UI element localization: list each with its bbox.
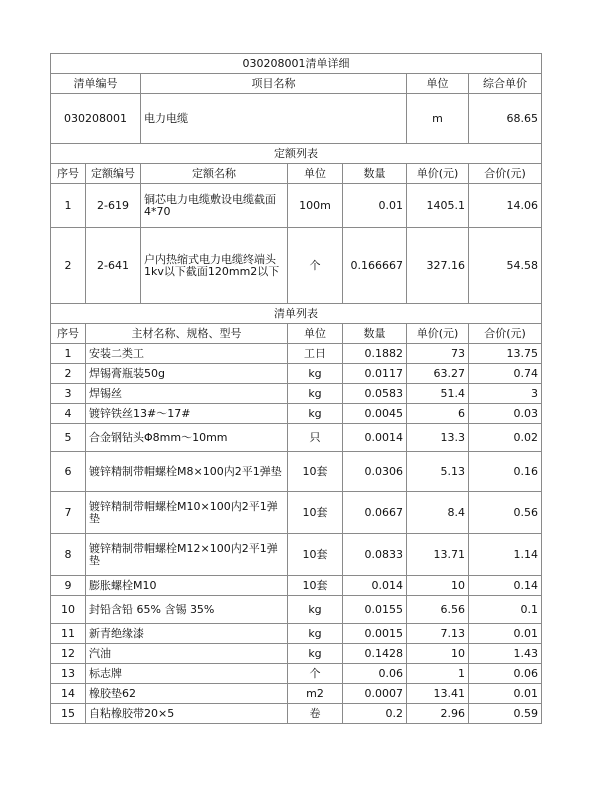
material-name: 橡胶垫62 <box>86 684 288 704</box>
material-name: 合金钢钻头Φ8mm～10mm <box>86 424 288 452</box>
material-price: 63.27 <box>407 364 469 384</box>
material-row <box>51 364 542 384</box>
material-header-row <box>51 324 542 344</box>
bill-unit: m <box>407 94 469 144</box>
material-row <box>51 404 542 424</box>
material-unit: kg <box>288 624 343 644</box>
material-seq: 7 <box>51 492 86 534</box>
material-row <box>51 384 542 404</box>
header-item-name: 项目名称 <box>141 74 407 94</box>
material-header-total: 合价(元) <box>469 324 542 344</box>
material-name: 镀锌精制带帽螺栓M8×100内2平1弹垫 <box>86 452 288 492</box>
material-price: 6.56 <box>407 596 469 624</box>
material-seq: 2 <box>51 364 86 384</box>
material-section-title: 清单列表 <box>51 304 542 324</box>
quota-header-price: 单价(元) <box>407 164 469 184</box>
material-unit: 工日 <box>288 344 343 364</box>
quota-seq: 2 <box>51 228 86 304</box>
material-qty: 0.06 <box>343 664 407 684</box>
material-unit: kg <box>288 596 343 624</box>
quota-code: 2-641 <box>86 228 141 304</box>
quota-header-total: 合价(元) <box>469 164 542 184</box>
material-total: 0.59 <box>469 704 542 724</box>
material-row <box>51 534 542 576</box>
material-unit: kg <box>288 644 343 664</box>
material-unit: kg <box>288 364 343 384</box>
material-name: 焊锡膏瓶装50g <box>86 364 288 384</box>
material-total: 3 <box>469 384 542 404</box>
material-seq: 13 <box>51 664 86 684</box>
material-row <box>51 452 542 492</box>
quota-header-row <box>51 164 542 184</box>
material-seq: 15 <box>51 704 86 724</box>
material-total: 0.56 <box>469 492 542 534</box>
quota-row <box>51 184 542 228</box>
material-header-qty: 数量 <box>343 324 407 344</box>
material-price: 6 <box>407 404 469 424</box>
bill-row <box>51 94 542 144</box>
material-total: 13.75 <box>469 344 542 364</box>
quota-unit: 100m <box>288 184 343 228</box>
quota-total: 14.06 <box>469 184 542 228</box>
material-seq: 12 <box>51 644 86 664</box>
material-price: 5.13 <box>407 452 469 492</box>
material-price: 8.4 <box>407 492 469 534</box>
material-name: 膨胀螺栓M10 <box>86 576 288 596</box>
material-seq: 8 <box>51 534 86 576</box>
material-total: 0.01 <box>469 684 542 704</box>
quota-seq: 1 <box>51 184 86 228</box>
material-unit: 10套 <box>288 534 343 576</box>
material-total: 0.06 <box>469 664 542 684</box>
bill-price: 68.65 <box>469 94 542 144</box>
material-row <box>51 684 542 704</box>
quota-qty: 0.01 <box>343 184 407 228</box>
material-price: 73 <box>407 344 469 364</box>
material-unit: kg <box>288 404 343 424</box>
material-unit: 10套 <box>288 452 343 492</box>
material-seq: 9 <box>51 576 86 596</box>
material-qty: 0.0833 <box>343 534 407 576</box>
material-total: 0.14 <box>469 576 542 596</box>
material-total: 0.1 <box>469 596 542 624</box>
material-unit: 个 <box>288 664 343 684</box>
material-name: 新青绝缘漆 <box>86 624 288 644</box>
material-price: 13.71 <box>407 534 469 576</box>
material-row <box>51 664 542 684</box>
material-row <box>51 624 542 644</box>
bill-code: 030208001 <box>51 94 141 144</box>
material-total: 1.14 <box>469 534 542 576</box>
bill-header-row <box>51 74 542 94</box>
material-unit: 卷 <box>288 704 343 724</box>
material-row <box>51 644 542 664</box>
material-name: 镀锌铁丝13#～17# <box>86 404 288 424</box>
quota-code: 2-619 <box>86 184 141 228</box>
material-total: 0.02 <box>469 424 542 452</box>
material-qty: 0.2 <box>343 704 407 724</box>
bill-name: 电力电缆 <box>141 94 407 144</box>
quota-header-unit: 单位 <box>288 164 343 184</box>
material-list <box>51 344 542 724</box>
material-name: 焊锡丝 <box>86 384 288 404</box>
material-name: 安装二类工 <box>86 344 288 364</box>
material-price: 1 <box>407 664 469 684</box>
material-seq: 14 <box>51 684 86 704</box>
material-row <box>51 492 542 534</box>
material-seq: 6 <box>51 452 86 492</box>
material-qty: 0.0015 <box>343 624 407 644</box>
material-price: 13.3 <box>407 424 469 452</box>
quota-header-name: 定额名称 <box>141 164 288 184</box>
material-qty: 0.1428 <box>343 644 407 664</box>
quota-price: 327.16 <box>407 228 469 304</box>
material-unit: 10套 <box>288 492 343 534</box>
material-unit: m2 <box>288 684 343 704</box>
material-qty: 0.0667 <box>343 492 407 534</box>
material-total: 1.43 <box>469 644 542 664</box>
material-qty: 0.0014 <box>343 424 407 452</box>
header-bill-code: 清单编号 <box>51 74 141 94</box>
material-name: 封铅含铅 65% 含锡 35% <box>86 596 288 624</box>
material-total: 0.16 <box>469 452 542 492</box>
material-seq: 11 <box>51 624 86 644</box>
header-unit-price: 综合单价 <box>469 74 542 94</box>
quota-name: 铜芯电力电缆敷设电缆截面4*70 <box>141 184 288 228</box>
material-header-unit: 单位 <box>288 324 343 344</box>
material-price: 2.96 <box>407 704 469 724</box>
material-header-name: 主材名称、规格、型号 <box>86 324 288 344</box>
material-total: 0.74 <box>469 364 542 384</box>
material-qty: 0.0045 <box>343 404 407 424</box>
material-unit: 只 <box>288 424 343 452</box>
material-row <box>51 424 542 452</box>
quota-section-title: 定额列表 <box>51 144 542 164</box>
material-seq: 5 <box>51 424 86 452</box>
material-name: 镀锌精制带帽螺栓M12×100内2平1弹垫 <box>86 534 288 576</box>
quota-qty: 0.166667 <box>343 228 407 304</box>
material-row <box>51 704 542 724</box>
quota-total: 54.58 <box>469 228 542 304</box>
header-unit: 单位 <box>407 74 469 94</box>
material-price: 7.13 <box>407 624 469 644</box>
material-seq: 10 <box>51 596 86 624</box>
material-qty: 0.0155 <box>343 596 407 624</box>
material-row <box>51 576 542 596</box>
material-qty: 0.0306 <box>343 452 407 492</box>
quota-header-qty: 数量 <box>343 164 407 184</box>
material-unit: kg <box>288 384 343 404</box>
quota-name: 户内热缩式电力电缆终端头1kv以下截面120mm2以下 <box>141 228 288 304</box>
material-price: 10 <box>407 576 469 596</box>
material-price: 51.4 <box>407 384 469 404</box>
material-qty: 0.0007 <box>343 684 407 704</box>
material-unit: 10套 <box>288 576 343 596</box>
material-name: 自粘橡胶带20×5 <box>86 704 288 724</box>
material-price: 10 <box>407 644 469 664</box>
quota-price: 1405.1 <box>407 184 469 228</box>
material-seq: 3 <box>51 384 86 404</box>
material-qty: 0.1882 <box>343 344 407 364</box>
material-row <box>51 596 542 624</box>
material-price: 13.41 <box>407 684 469 704</box>
material-header-seq: 序号 <box>51 324 86 344</box>
material-header-price: 单价(元) <box>407 324 469 344</box>
material-qty: 0.0117 <box>343 364 407 384</box>
material-qty: 0.0583 <box>343 384 407 404</box>
material-name: 汽油 <box>86 644 288 664</box>
material-seq: 1 <box>51 344 86 364</box>
material-name: 标志牌 <box>86 664 288 684</box>
material-name: 镀锌精制带帽螺栓M10×100内2平1弹垫 <box>86 492 288 534</box>
quota-unit: 个 <box>288 228 343 304</box>
bill-detail-table <box>50 53 542 724</box>
material-total: 0.03 <box>469 404 542 424</box>
table-title: 030208001清单详细 <box>51 54 542 74</box>
material-seq: 4 <box>51 404 86 424</box>
material-row <box>51 344 542 364</box>
material-qty: 0.014 <box>343 576 407 596</box>
quota-header-seq: 序号 <box>51 164 86 184</box>
quota-header-code: 定额编号 <box>86 164 141 184</box>
quota-row <box>51 228 542 304</box>
material-total: 0.01 <box>469 624 542 644</box>
